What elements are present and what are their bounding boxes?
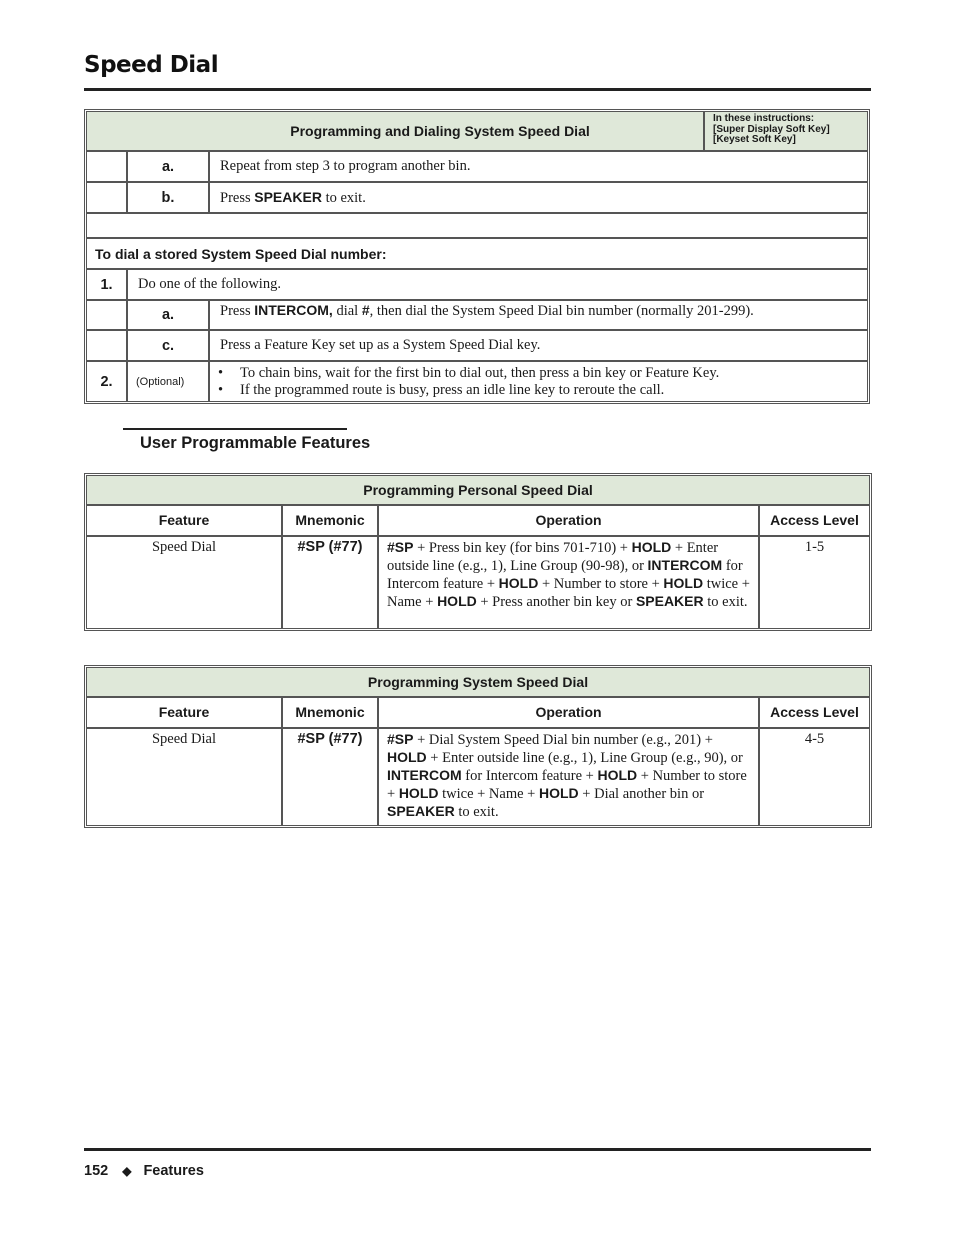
table-row	[86, 238, 868, 269]
operation-text: to exit.	[454, 804, 499, 820]
operation-text: + Press bin key (for bins 701-710) +	[413, 540, 632, 556]
operation-text: twice + Name +	[387, 576, 750, 610]
bullet-text: To chain bins, wait for the first bin to dial out, then press a bin key or Feature Key.	[240, 364, 720, 381]
step-text: Repeat from step 3 to program another bin.	[209, 151, 868, 182]
step-label: c.	[127, 330, 209, 361]
feature-cell: Speed Dial	[86, 728, 282, 826]
key-name: #	[361, 302, 370, 318]
header-row	[86, 505, 870, 536]
operation-text: for Intercom feature +	[461, 768, 598, 784]
table-row	[86, 361, 868, 402]
step-text	[209, 300, 868, 330]
spacer-row	[86, 213, 868, 238]
operation-text: + Dial System Speed Dial bin number (e.g., 201) +	[413, 732, 713, 748]
step-label: a.	[127, 300, 209, 330]
text: Press	[220, 303, 255, 319]
column-header: Mnemonic	[282, 505, 378, 536]
column-header: Feature	[86, 505, 282, 536]
step-text: Do one of the following.	[127, 269, 868, 300]
step-label: a.	[127, 151, 209, 182]
page-footer	[84, 1163, 204, 1179]
operation-text: + Number to store +	[387, 768, 747, 802]
footer-section: Features	[143, 1163, 204, 1179]
key-name: INTERCOM,	[254, 302, 333, 318]
table-row	[86, 536, 870, 629]
key-name: #SP	[387, 539, 414, 555]
operation-text: to exit.	[703, 594, 748, 610]
table-row	[86, 330, 868, 361]
key-name: HOLD	[387, 749, 427, 765]
text: , then dial the System Speed Dial bin number (normally 201-299).	[369, 303, 754, 319]
key-name: SPEAKER	[387, 803, 455, 819]
text: Press	[220, 189, 255, 206]
key-name: HOLD	[498, 575, 539, 591]
operation-text: + Enter outside line (e.g., 1), Line Group (90-98), or	[387, 540, 719, 574]
key-name: HOLD	[663, 575, 704, 591]
operation-cell	[378, 728, 759, 826]
bullet: •	[218, 364, 224, 381]
legend-line: [Super Display Soft Key]	[713, 123, 830, 135]
section-rule	[123, 428, 347, 430]
column-header: Feature	[86, 697, 282, 728]
step-bullets	[209, 361, 868, 402]
key-name: HOLD	[398, 785, 439, 801]
step-label: b.	[127, 182, 209, 213]
mnemonic-cell: #SP (#77)	[282, 536, 378, 629]
dial-heading: To dial a stored System Speed Dial number:	[86, 238, 868, 269]
key-name: SPEAKER	[254, 188, 322, 205]
key-name: HOLD	[437, 593, 477, 609]
header-row	[86, 697, 870, 728]
column-header: Operation	[378, 505, 759, 536]
mnemonic-cell: #SP (#77)	[282, 728, 378, 826]
table-row	[86, 182, 868, 213]
feature-cell: Speed Dial	[86, 536, 282, 629]
operation-text: + Enter outside line (e.g., 1), Line Group (e.g., 90), or	[426, 750, 743, 766]
key-name: INTERCOM	[647, 557, 723, 573]
legend-line: [Keyset Soft Key]	[713, 134, 796, 145]
table-row	[86, 151, 868, 182]
step-text: Press a Feature Key set up as a System Speed Dial key.	[209, 330, 868, 361]
table1-title: Programming and Dialing System Speed Dial	[86, 111, 704, 151]
bullet-text: If the programmed route is busy, press an idle line key to reroute the call.	[240, 381, 665, 398]
table-row	[86, 300, 868, 330]
footer-rule	[84, 1148, 871, 1151]
key-name: HOLD	[597, 767, 638, 783]
operation-text: twice + Name +	[438, 786, 539, 802]
page-title: Speed Dial	[84, 52, 219, 78]
key-name: SPEAKER	[635, 593, 704, 609]
table-title: Programming System Speed Dial	[86, 667, 870, 697]
system-speed-dial-table	[84, 665, 872, 828]
personal-speed-dial-table	[84, 473, 872, 631]
page-number: 152	[84, 1163, 109, 1179]
key-name: HOLD	[631, 539, 672, 555]
key-name: #SP	[387, 731, 414, 747]
column-header: Access Level	[759, 697, 870, 728]
operation-text: + Press another bin key or	[476, 594, 636, 610]
optional-label: (Optional)	[127, 361, 209, 402]
legend-line: In these instructions:	[713, 113, 815, 124]
bullet-item	[218, 382, 857, 399]
key-name: INTERCOM	[387, 767, 462, 783]
bullet: •	[218, 381, 224, 398]
operation-text: for Intercom feature +	[387, 558, 743, 592]
step-number: 1.	[86, 269, 127, 300]
text: dial	[332, 303, 362, 319]
column-header: Operation	[378, 697, 759, 728]
table-row	[86, 269, 868, 300]
diamond-icon: ◆	[122, 1164, 132, 1178]
access-level-cell: 4-5	[759, 728, 870, 826]
operation-text: + Dial another bin or	[578, 786, 705, 802]
column-header: Mnemonic	[282, 697, 378, 728]
system-speed-dial-instructions-table	[84, 109, 870, 404]
access-level-cell: 1-5	[759, 536, 870, 629]
table-title: Programming Personal Speed Dial	[86, 475, 870, 505]
column-header: Access Level	[759, 505, 870, 536]
header-rule	[84, 88, 871, 91]
operation-cell	[378, 536, 759, 629]
step-text	[209, 182, 868, 213]
bullet-item	[218, 365, 857, 382]
step-number: 2.	[86, 361, 127, 402]
operation-text: + Number to store +	[538, 576, 664, 592]
table1-legend	[704, 111, 868, 151]
section-title: User Programmable Features	[140, 434, 371, 452]
table-row	[86, 728, 870, 826]
key-name: HOLD	[539, 785, 579, 801]
text: to exit.	[321, 189, 366, 206]
